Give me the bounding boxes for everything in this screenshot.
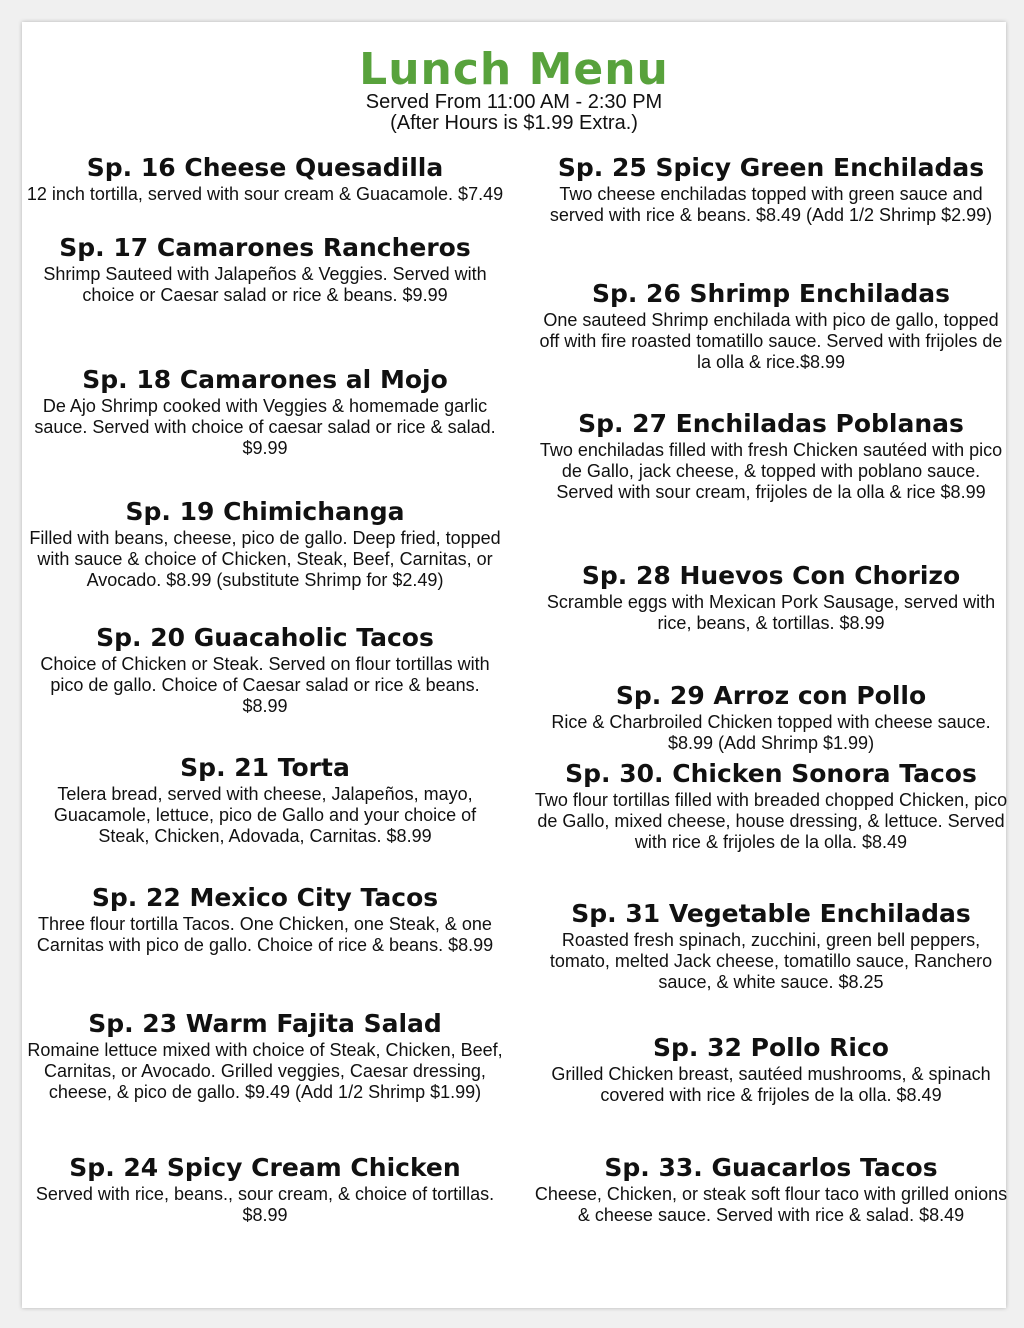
menu-item-name: Sp. 18 Camarones al Mojo — [82, 365, 448, 394]
menu-item — [532, 899, 1010, 993]
menu-item-name: Sp. 30. Chicken Sonora Tacos — [565, 759, 977, 788]
menu-item — [26, 1009, 504, 1103]
menu-item-name: Sp. 23 Warm Fajita Salad — [88, 1009, 442, 1038]
menu-item — [26, 753, 504, 847]
menu-item-description: Cheese, Chicken, or steak soft flour taco with grilled onions & cheese sauce. Served with rice & salad. $8.49 — [534, 1184, 1008, 1225]
menu-item — [26, 1153, 504, 1226]
menu-item — [26, 233, 504, 306]
menu-item-name: Sp. 16 Cheese Quesadilla — [86, 153, 444, 182]
menu-item-name: Sp. 29 Arroz con Pollo — [615, 681, 927, 710]
menu-item-description: One sauteed Shrimp enchilada with pico de gallo, topped off with fire roasted tomatillo sauce. Served with frijoles de la olla & rice.$8.99 — [539, 310, 1003, 372]
menu-item-description: 12 inch tortilla, served with sour cream & Guacamole. $7.49 — [26, 184, 504, 204]
menu-item — [532, 1033, 1010, 1106]
menu-item-name: Sp. 28 Huevos Con Chorizo — [581, 561, 961, 590]
menu-item — [532, 681, 1010, 754]
menu-item-description: Served with rice, beans., sour cream, & choice of tortillas. $8.99 — [35, 1184, 495, 1225]
menu-item-description: Grilled Chicken breast, sautéed mushrooms, & spinach covered with rice & frijoles de la olla. $8.49 — [551, 1064, 991, 1105]
menu-item-description: Three flour tortilla Tacos. One Chicken, one Steak, & one Carnitas with pico de gallo. Choice of rice & beans. $8.99 — [36, 914, 494, 955]
menu-item-name: Sp. 33. Guacarlos Tacos — [604, 1153, 938, 1182]
menu-title: Lunch Menu — [359, 44, 669, 95]
menu-item-description: Romaine lettuce mixed with choice of Steak, Chicken, Beef, Carnitas, or Avocado. Grilled veggies, Caesar dressing, cheese, & pico de gallo. $9.49 (Add 1/2 Shrimp $1.99) — [27, 1040, 503, 1102]
menu-item-name: Sp. 19 Chimichanga — [125, 497, 405, 526]
menu-item-description: Telera bread, served with cheese, Jalapeños, mayo, Guacamole, lettuce, pico de Gallo and your choice of Steak, Chicken, Adovada, Carnitas. $8.99 — [53, 784, 477, 846]
menu-item-description: Roasted fresh spinach, zucchini, green bell peppers, tomato, melted Jack cheese, tomatillo sauce, Ranchero sauce, & white sauce. $8.25 — [549, 930, 993, 992]
menu-item — [26, 153, 504, 205]
menu-item — [532, 759, 1010, 853]
menu-item-name: Sp. 20 Guacaholic Tacos — [96, 623, 434, 652]
menu-page — [22, 22, 1006, 1308]
menu-item — [26, 497, 504, 591]
menu-item-description: Scramble eggs with Mexican Pork Sausage, served with rice, beans, & tortillas. $8.99 — [546, 592, 996, 633]
menu-item-name: Sp. 24 Spicy Cream Chicken — [69, 1153, 461, 1182]
menu-item — [532, 561, 1010, 634]
menu-item-name: Sp. 27 Enchiladas Poblanas — [578, 409, 964, 438]
menu-item-description: Shrimp Sauteed with Jalapeños & Veggies. Served with choice or Caesar salad or rice & beans. $9.99 — [43, 264, 487, 305]
menu-item-description: Two cheese enchiladas topped with green sauce and served with rice & beans. $8.49 (Add 1/2 Shrimp $2.99) — [549, 184, 993, 225]
menu-item-description: Two flour tortillas filled with breaded chopped Chicken, pico de Gallo, mixed cheese, house dressing, & lettuce. Served with rice & frijoles de la olla. $8.49 — [534, 790, 1008, 852]
menu-item-name: Sp. 22 Mexico City Tacos — [91, 883, 439, 912]
menu-item — [26, 623, 504, 717]
menu-item-description: Choice of Chicken or Steak. Served on flour tortillas with pico de gallo. Choice of Caesar salad or rice & beans. $8.99 — [40, 654, 490, 716]
served-hours: Served From 11:00 AM - 2:30 PM — [365, 91, 663, 113]
menu-item — [26, 883, 504, 956]
menu-item-name: Sp. 21 Torta — [180, 753, 350, 782]
menu-item-description: De Ajo Shrimp cooked with Veggies & homemade garlic sauce. Served with choice of caesar salad or rice & salad. $9.99 — [34, 396, 496, 458]
menu-item — [26, 365, 504, 459]
menu-item-description: Filled with beans, cheese, pico de gallo. Deep fried, topped with sauce & choice of Chicken, Steak, Beef, Carnitas, or Avocado. $8.99 (substitute Shrimp for $2.49) — [29, 528, 501, 590]
menu-item — [532, 279, 1010, 373]
menu-item-name: Sp. 31 Vegetable Enchiladas — [571, 899, 971, 928]
menu-item — [532, 409, 1010, 503]
menu-item-name: Sp. 32 Pollo Rico — [653, 1033, 889, 1062]
menu-item-description: Rice & Charbroiled Chicken topped with cheese sauce. $8.99 (Add Shrimp $1.99) — [551, 712, 991, 753]
menu-item-name: Sp. 26 Shrimp Enchiladas — [591, 279, 951, 308]
menu-item — [532, 153, 1010, 226]
menu-item-description: Two enchiladas filled with fresh Chicken sautéed with pico de Gallo, jack cheese, & topped with poblano sauce. Served with sour cream, frijoles de la olla & rice $8.99 — [539, 440, 1003, 502]
menu-item-name: Sp. 17 Camarones Rancheros — [59, 233, 471, 262]
after-hours-note: (After Hours is $1.99 Extra.) — [390, 112, 638, 134]
menu-item — [532, 1153, 1010, 1226]
menu-item-name: Sp. 25 Spicy Green Enchiladas — [557, 153, 985, 182]
menu-header — [22, 44, 1006, 134]
